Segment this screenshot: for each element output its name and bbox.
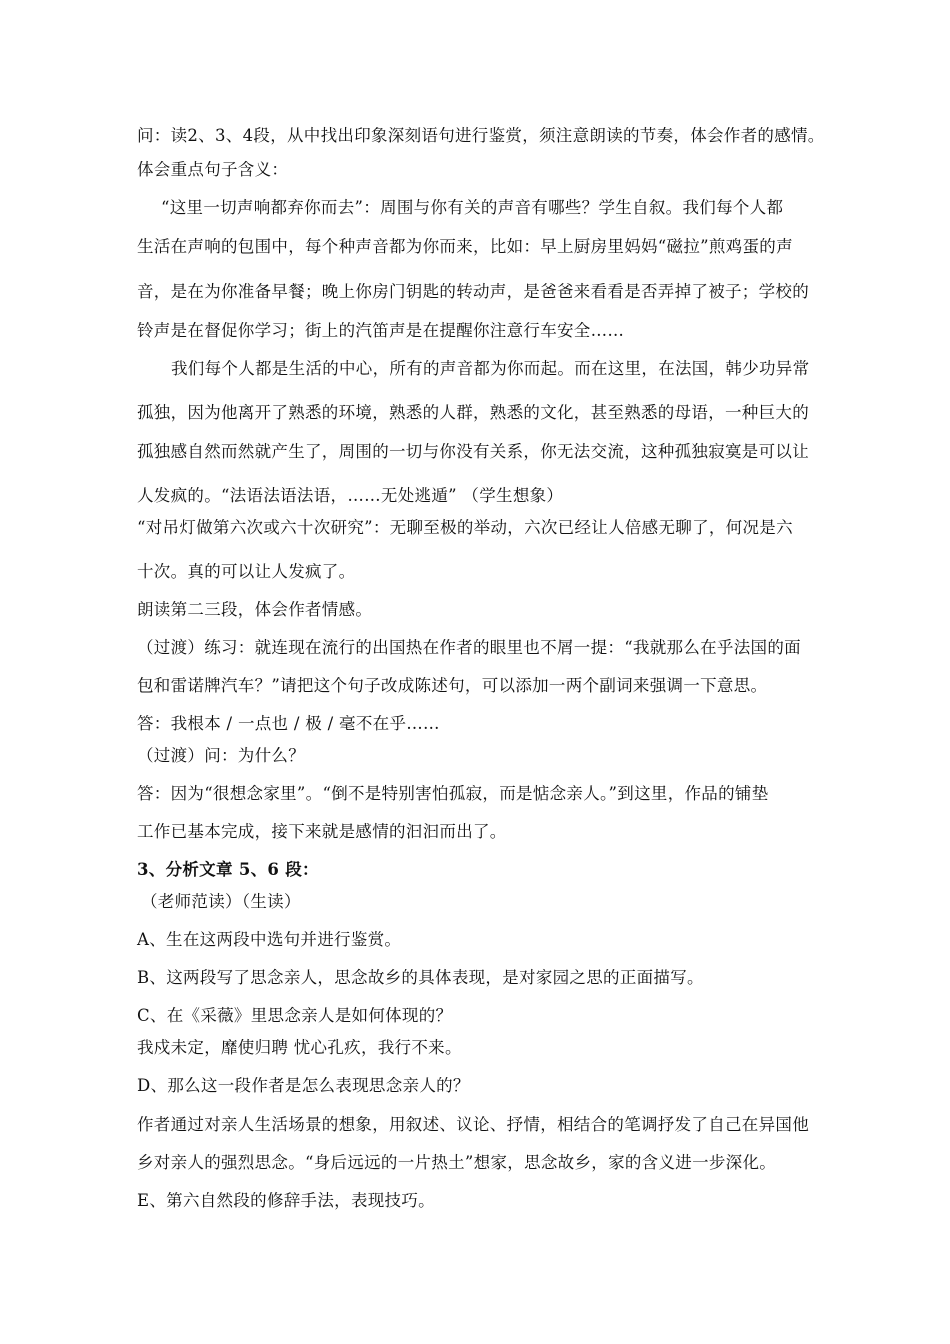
paragraph-line: 包和雷诺牌汽车？”请把这个句子改成陈述句，可以添加一两个副词来强调一下意思。 (137, 676, 768, 695)
answer-line: 答：我根本 / 一点也 / 极 / 毫不在乎…… (137, 714, 440, 733)
question-line: （过渡）问：为什么？ (137, 746, 305, 765)
paragraph-line: 铃声是在督促你学习；街上的汽笛声是在提醒你注意行车安全…… (137, 321, 625, 340)
list-item: D、那么这一段作者是怎么表现思念亲人的？ (137, 1076, 470, 1095)
paragraph-line: 人发疯的。“法语法语法语，……无处逃遁” （学生想象） (137, 486, 564, 505)
paragraph-line: 生活在声响的包围中，每个种声音都为你而来，比如：早上厨房里妈妈“磁拉”煎鸡蛋的声 (137, 237, 793, 256)
paragraph-line: （老师范读）（生读） (141, 892, 301, 911)
paragraph-line: “这里一切声响都弃你而去”：周围与你有关的声音有哪些？学生自叙。我们每个人都 (161, 198, 784, 217)
paragraph-line: 音，是在为你准备早餐；晚上你房门钥匙的转动声，是爸爸来看看是否弄掉了被子；学校的 (137, 282, 809, 301)
paragraph-line: “对吊灯做第六次或六十次研究”：无聊至极的举动，六次已经让人倍感无聊了，何况是六 (137, 518, 793, 537)
paragraph-line: 作者通过对亲人生活场景的想象，用叙述、议论、抒情，相结合的笔调抒发了自己在异国他 (137, 1115, 809, 1134)
paragraph-line: 孤独感自然而然就产生了，周围的一切与你没有关系，你无法交流，这种孤独寂寞是可以让 (137, 442, 809, 461)
poem-line: 我戍未定，靡使归聘 忧心孔疚，我行不来。 (137, 1038, 462, 1057)
paragraph-line: 朗读第二三段，体会作者情感。 (137, 600, 373, 619)
list-item: B、这两段写了思念亲人，思念故乡的具体表现，是对家园之思的正面描写。 (137, 968, 704, 987)
paragraph-line: 乡对亲人的强烈思念。“身后远远的一片热土”想家，思念故乡，家的含义进一步深化。 (137, 1153, 777, 1172)
question-line: 问：读2、3、4段，从中找出印象深刻语句进行鉴赏，须注意朗读的节奏，体会作者的感情。 (137, 126, 825, 145)
answer-line: 工作已基本完成，接下来就是感情的汩汩而出了。 (137, 822, 507, 841)
paragraph-line: 十次。真的可以让人发疯了。 (137, 562, 356, 581)
list-item: C、在《采薇》里思念亲人是如何体现的？ (137, 1006, 453, 1025)
list-item: E、第六自然段的修辞手法，表现技巧。 (137, 1191, 435, 1210)
answer-line: 答：因为“很想念家里”。“倒不是特别害怕孤寂，而是惦念亲人。”到这里，作品的铺垫 (137, 784, 769, 803)
paragraph-line: 孤独，因为他离开了熟悉的环境，熟悉的人群，熟悉的文化，甚至熟悉的母语，一种巨大的 (137, 403, 809, 422)
paragraph-line: 我们每个人都是生活的中心，所有的声音都为你而起。而在这里，在法国，韩少功异常 (171, 359, 810, 378)
section-heading: 3、分析文章 5、6 段： (137, 860, 319, 879)
subheading-line: 体会重点句子含义： (137, 160, 289, 179)
paragraph-line: （过渡）练习：就连现在流行的出国热在作者的眼里也不屑一提：“我就那么在乎法国的面 (137, 638, 801, 657)
list-item: A、生在这两段中选句并进行鉴赏。 (137, 930, 402, 949)
